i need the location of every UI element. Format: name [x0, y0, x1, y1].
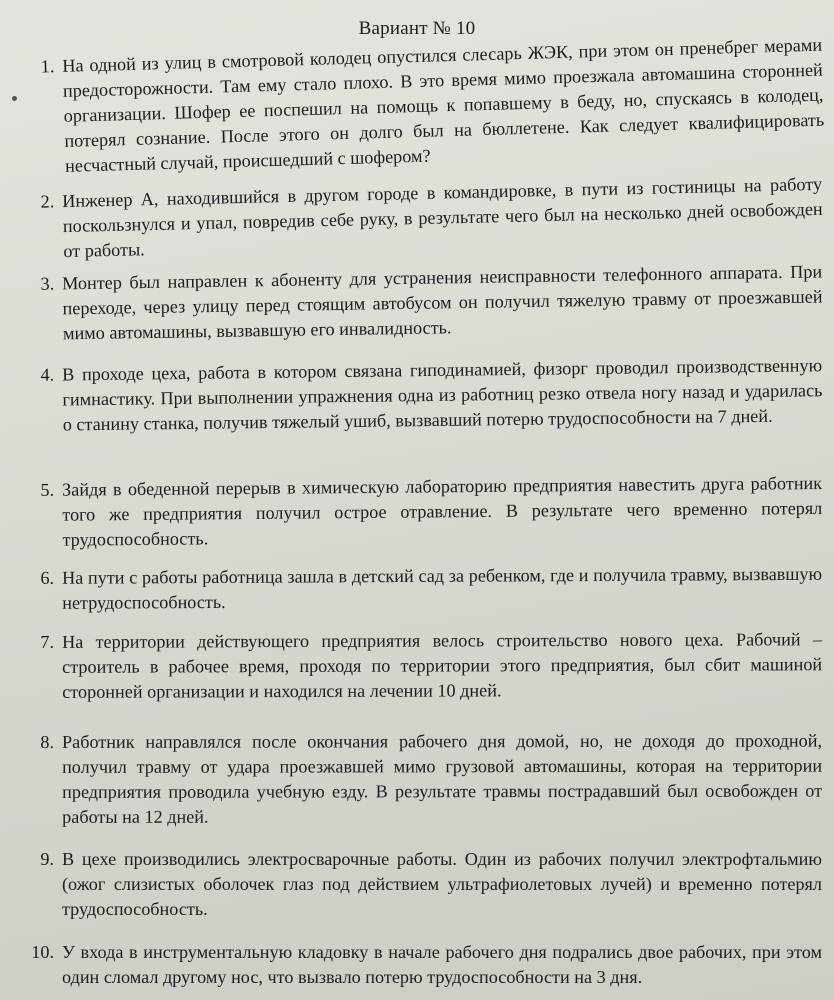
task-10	[22, 940, 822, 990]
task-text: В проходе цеха, работа в котором связана гиподинамией, физорг проводил производственную гимнастику. При выполнении упражнения одна из работниц резко отвела ногу назад и ударилась о станину станка, получив тяжелый ушиб, вызвавший потерю трудоспособности на 7 дней.	[62, 355, 823, 435]
task-text: На территории действующего предприятия велось строительство нового цеха. Рабочий – строитель в рабочее время, проходя по территории этого предприятия, был сбит машиной сторонней организации и находился на лечении 10 дней.	[62, 629, 823, 702]
task-number: 1.	[40, 56, 55, 77]
task-9	[22, 847, 822, 922]
task-text: На одной из улиц в смотровой колодец опустился слесарь ЖЭК, при этом он пренебрег мерами предосторожности. Там ему стало плохо. В это время мимо проезжала автомашина сторонней организации. Шофер ее поспешил на помощь к попавшему в беду, но, спускаясь в колодец, потерял сознание. После этого он долго был на бюллетене. Как следует квалифицировать несчастный случай, происшедший с шофером?	[62, 34, 825, 176]
task-text: Зайдя в обеденной перерыв в химическую лабораторию предприятия навестить друга работник того же предприятия получил острое отравление. В результате чего временно потерял трудоспособность.	[62, 473, 823, 550]
task-number: 8.	[40, 731, 55, 752]
task-number: 6.	[40, 567, 55, 588]
task-text: В цехе производились электросварочные работы. Один из рабочих получил электрофтальмию (ожог слизистых оболочек глаз под действием ультрафиолетовых лучей) и временно потерял трудоспособность.	[62, 849, 822, 919]
task-text: Монтер был направлен к абоненту для устранения неисправности телефонного аппарата. При переходе, через улицу перед стоящим автобусом он получил тяжелую травму от проезжавшей мимо автомашины, вызвавшую его инвалидность.	[62, 261, 823, 344]
task-5	[22, 471, 823, 553]
task-7	[22, 627, 822, 705]
task-6	[22, 562, 822, 616]
variant-title: Вариант № 10	[358, 18, 476, 39]
task-8	[22, 729, 822, 830]
task-number: 5.	[40, 479, 55, 500]
task-number: 3.	[40, 273, 55, 294]
task-number: 7.	[40, 631, 55, 652]
task-number: 4.	[40, 364, 55, 385]
task-number: 9.	[40, 849, 54, 869]
task-text: На пути с работы работница зашла в детский сад за ребенком, где и получила травму, вызвавшую нетрудоспособность.	[62, 563, 823, 613]
margin-dot	[12, 96, 17, 101]
task-text: У входа в инструментальную кладовку в начале рабочего дня подрались двое рабочих, при этом один сломал другому нос, что вызвало потерю трудоспособности на 3 дня.	[62, 942, 822, 987]
task-text: Работник направлялся после окончания рабочего дня домой, но, не доходя до проходной, получил травму от удара проезжавшей мимо грузовой автомашины, которая на территории предприятия проводила учебную езду. В результате травмы пострадавший был освобожден от работы на 12 дней.	[62, 730, 823, 827]
task-number: 2.	[40, 191, 55, 212]
task-1	[22, 33, 825, 180]
task-3	[22, 259, 823, 347]
task-2	[22, 172, 823, 265]
task-text: Инженер А, находившийся в другом городе в командировке, в пути из гостиницы на работу поскользнулся и упал, повредив себе руку, в результате чего был на несколько дней освобожден от работы.	[62, 173, 823, 262]
task-4	[22, 353, 823, 438]
task-number: 10.	[31, 942, 54, 962]
